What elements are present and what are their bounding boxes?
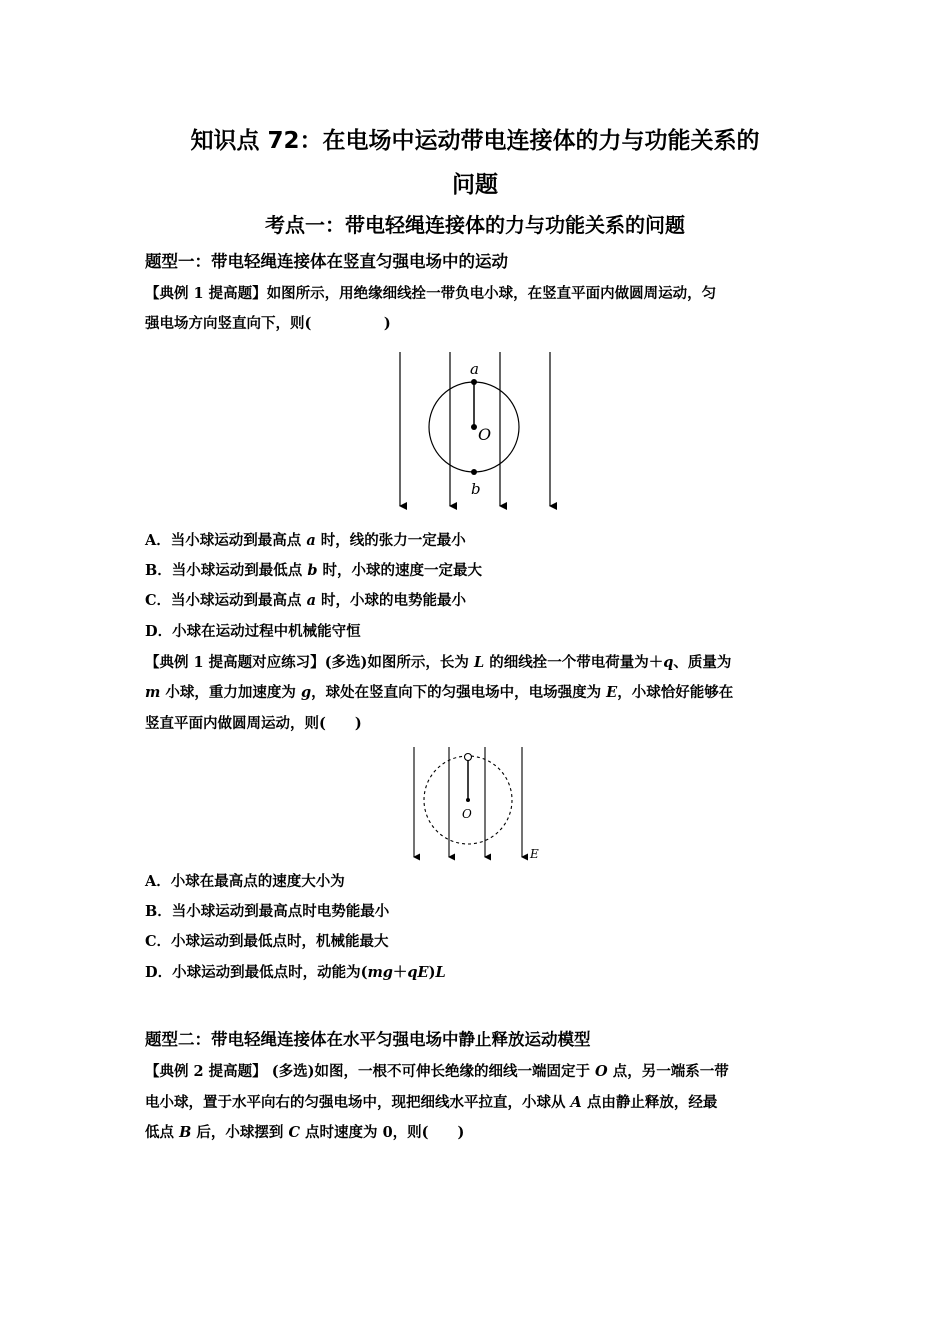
ex1-option-d: D．小球在运动过程中机械能守恒: [145, 623, 361, 640]
ex2-line1: [145, 1057, 810, 1087]
ex2-text: 电小球，置于水平向右的匀强电场中，现把细线水平拉直，小球从: [145, 1094, 571, 1111]
ex1-option-a-text2: 时，线的张力一定最小: [315, 532, 466, 549]
label-b: b: [471, 480, 481, 498]
ex1-option-c-text2: 时，小球的电势能最小: [316, 592, 467, 609]
section1-heading: 题型一：带电轻绳连接体在竖直匀强电场中的运动: [145, 252, 508, 271]
ball: [465, 754, 472, 761]
ex1b-option-d-mg: mg: [367, 964, 393, 981]
ex1b-option-d-close: ): [428, 964, 436, 981]
ex1b-line2: [145, 678, 810, 708]
ex1b-option-d-text: D．小球运动到最低点时，动能为(: [145, 964, 368, 981]
label-a: a: [470, 360, 479, 378]
ex2-text: 低点: [145, 1124, 180, 1141]
ex1b-option-d-l: L: [435, 964, 446, 981]
ex1b-var-q: q: [663, 654, 674, 671]
ex1-option-a: [145, 526, 810, 556]
ex1b-option-d-qe: qE: [407, 964, 429, 981]
ex1b-text: ，小球恰好能够在: [617, 684, 734, 701]
ex1b-text: 的细线拴一个带电荷量为＋: [484, 654, 664, 671]
center-point: [471, 424, 477, 430]
ex1-option-b-var: b: [307, 562, 318, 579]
ex2-text: 点时速度为 0，则( ): [299, 1124, 465, 1141]
point-b: [471, 469, 477, 475]
label-o: O: [478, 425, 492, 444]
center-point: [466, 798, 470, 802]
ex2-text: 点，另一端系一带: [607, 1063, 729, 1080]
ex1b-text: (多选)如图所示，长为: [324, 654, 474, 671]
ex2-var-o: O: [595, 1063, 608, 1080]
ex1-option-b: [145, 556, 810, 586]
ex1b-figure: [405, 745, 555, 863]
ex1b-tag: 【典例 1 提高题对应练习】: [145, 654, 325, 671]
ex2-text: (多选)如图，一根不可伸长绝缘的细线一端固定于: [266, 1063, 596, 1080]
ex1b-var-l: L: [473, 654, 485, 671]
ex2-line2: [145, 1088, 810, 1118]
ex2-var-c: C: [288, 1124, 300, 1141]
ex1-option-c-var: a: [306, 592, 316, 609]
ex1-stem-text1: 如图所示，用绝缘细线拴一带负电小球，在竖直平面内做圆周运动，匀: [266, 285, 717, 302]
ex1-option-c: [145, 586, 810, 616]
ex1b-option-a: A．小球在最高点的速度大小为: [145, 873, 345, 890]
label-e: E: [530, 847, 539, 861]
ex1b-var-m: m: [145, 684, 161, 701]
ex1-option-b-text2: 时，小球的速度一定最大: [317, 562, 483, 579]
ex1-option-a-text: A．当小球运动到最高点: [145, 532, 307, 549]
ex1b-line1: [145, 648, 810, 678]
ex1-option-a-var: a: [306, 532, 316, 549]
ex1-option-c-text: C．当小球运动到最高点: [145, 592, 307, 609]
page-title-line2: 问题: [452, 172, 498, 198]
ex1-tag: 【典例 1 提高题】: [145, 285, 267, 302]
ex2-tag: 【典例 2 提高题】: [145, 1063, 267, 1080]
section2-heading: 题型二：带电轻绳连接体在水平匀强电场中静止释放运动模型: [145, 1030, 591, 1049]
ex1b-text: 小球，重力加速度为: [160, 684, 301, 701]
ex1b-var-e: E: [606, 684, 618, 701]
ex1-stem-line1: [145, 279, 810, 309]
ex2-text: 点由静止释放，经最: [581, 1094, 718, 1111]
ex1-option-b-text: B．当小球运动到最低点: [145, 562, 308, 579]
ex2-line3: [145, 1118, 810, 1148]
ex2-var-b: B: [179, 1124, 192, 1141]
ex1-stem-line2: 强电场方向竖直向下，则( ): [145, 315, 391, 332]
ex1b-option-c: C．小球运动到最低点时，机械能最大: [145, 933, 389, 950]
ex1-figure: [390, 350, 560, 512]
ex1b-text: ，球处在竖直向下的匀强电场中，电场强度为: [311, 684, 607, 701]
ex2-text: 后，小球摆到: [191, 1124, 289, 1141]
ex2-var-a: A: [570, 1094, 582, 1111]
ex1b-text: 、质量为: [673, 654, 732, 671]
ex1b-line3: 竖直平面内做圆周运动，则( ): [145, 715, 362, 732]
point-a: [471, 379, 477, 385]
label-o: O: [462, 807, 472, 821]
ex1b-var-g: g: [300, 684, 312, 701]
ex1b-option-d: [145, 958, 810, 988]
page-title-line1: 知识点 72：在电场中运动带电连接体的力与功能关系的: [190, 128, 760, 154]
ex1b-option-d-plus: ＋: [392, 964, 408, 981]
section-subtitle: 考点一：带电轻绳连接体的力与功能关系的问题: [265, 213, 685, 237]
ex1b-option-b: B．当小球运动到最高点时电势能最小: [145, 903, 390, 920]
